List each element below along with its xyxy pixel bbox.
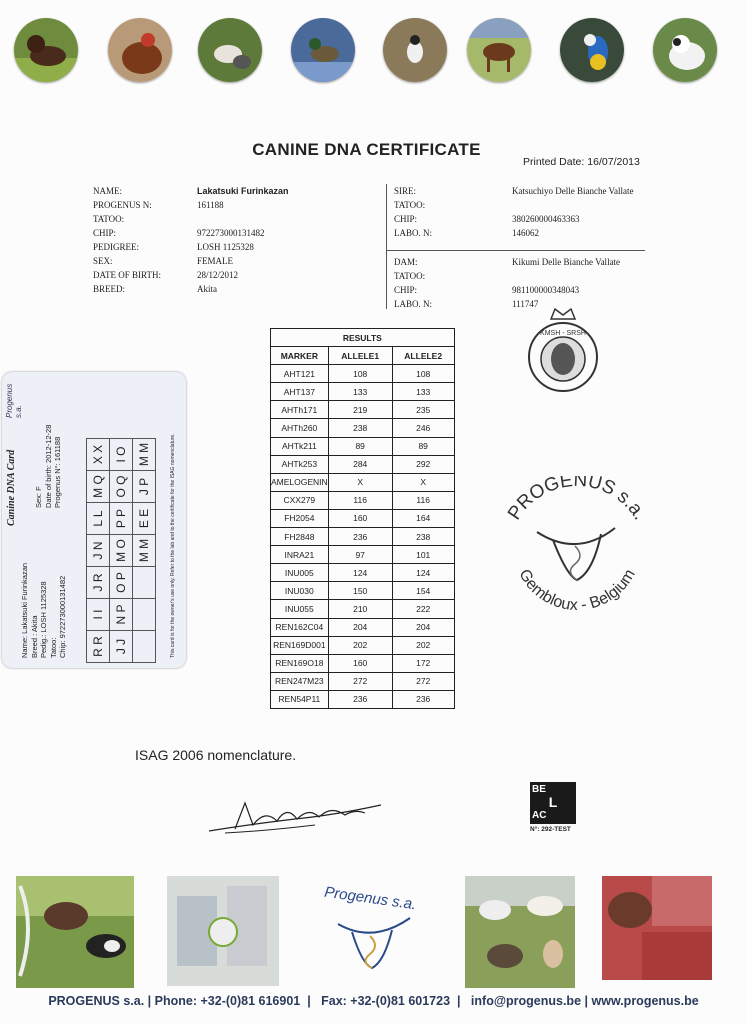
belac-letters: BE bbox=[532, 784, 546, 795]
info-value: 28/12/2012 bbox=[197, 270, 239, 280]
card-grid-cell: L L bbox=[87, 503, 110, 535]
info-value: 161188 bbox=[197, 200, 224, 210]
info-label: CHIP: bbox=[394, 285, 418, 295]
belac-logo bbox=[530, 782, 580, 838]
card-line: Breed : Akita bbox=[29, 615, 39, 658]
goats-photo-icon bbox=[198, 18, 262, 82]
allele2-cell: 202 bbox=[392, 636, 454, 654]
info-label: CHIP: bbox=[93, 228, 117, 238]
allele2-cell: 235 bbox=[392, 401, 454, 419]
card-grid-cell: J P bbox=[133, 471, 156, 503]
card-grid-cell: I O bbox=[110, 439, 133, 471]
results-row bbox=[271, 564, 455, 582]
info-row bbox=[394, 283, 620, 297]
allele2-cell: 236 bbox=[392, 690, 454, 708]
info-label: TATOO: bbox=[394, 200, 426, 210]
results-row bbox=[271, 401, 455, 419]
results-row bbox=[271, 419, 455, 437]
stamp-bottom-text: Gembloux - Belgium bbox=[515, 566, 639, 615]
results-row bbox=[271, 383, 455, 401]
card-line: Tatoo: bbox=[48, 637, 58, 658]
info-label: SIRE: bbox=[394, 186, 417, 196]
cows-photo-icon bbox=[16, 876, 134, 988]
allele2-cell: 89 bbox=[392, 437, 454, 455]
info-label: NAME: bbox=[93, 186, 122, 196]
allele2-cell: 108 bbox=[392, 365, 454, 383]
info-value: 146062 bbox=[512, 228, 539, 238]
col-allele2: ALLELE2 bbox=[392, 347, 454, 365]
marker-cell: INU030 bbox=[271, 582, 329, 600]
allele1-cell: 150 bbox=[328, 582, 392, 600]
marker-cell: FH2848 bbox=[271, 528, 329, 546]
info-row bbox=[394, 212, 634, 226]
allele1-cell: 219 bbox=[328, 401, 392, 419]
signature bbox=[205, 795, 385, 840]
results-row bbox=[271, 437, 455, 455]
card-grid-cell: O Q bbox=[110, 471, 133, 503]
allele2-cell: 246 bbox=[392, 419, 454, 437]
info-row bbox=[394, 269, 620, 283]
results-header-row bbox=[271, 347, 455, 365]
marker-cell: AHT137 bbox=[271, 383, 329, 401]
marker-cell: INRA21 bbox=[271, 546, 329, 564]
info-row bbox=[93, 254, 289, 268]
divider bbox=[386, 184, 387, 309]
svg-text:PROGENUS s.a. bbox=[504, 476, 650, 524]
card-title: Canine DNA Card bbox=[6, 449, 17, 526]
card-line: Name: Lakatsuki Furinkazan bbox=[20, 562, 29, 658]
allele2-cell: 124 bbox=[392, 564, 454, 582]
results-row bbox=[271, 690, 455, 708]
nomenclature-note: ISAG 2006 nomenclature. bbox=[135, 747, 297, 763]
info-row bbox=[394, 184, 634, 198]
allele1-cell: 210 bbox=[328, 600, 392, 618]
marker-cell: REN247M23 bbox=[271, 672, 329, 690]
results-table bbox=[270, 328, 455, 709]
dna-card-content bbox=[2, 372, 186, 668]
footer-email[interactable]: info@progenus.be bbox=[470, 994, 582, 1008]
allele2-cell: X bbox=[392, 473, 454, 491]
info-label: DATE OF BIRTH: bbox=[93, 270, 161, 280]
allele2-cell: 172 bbox=[392, 654, 454, 672]
marker-cell: INU005 bbox=[271, 564, 329, 582]
results-row bbox=[271, 654, 455, 672]
info-row bbox=[394, 198, 634, 212]
info-label: LABO. N: bbox=[394, 299, 432, 309]
results-row bbox=[271, 509, 455, 527]
results-title: RESULTS bbox=[271, 329, 455, 347]
allele1-cell: 236 bbox=[328, 690, 392, 708]
footer-company: PROGENUS s.a. bbox=[48, 994, 145, 1008]
card-grid-cell: M M bbox=[133, 439, 156, 471]
info-value: Kikumi Delle Bianche Vallate bbox=[512, 257, 621, 267]
card-grid-row bbox=[133, 439, 156, 663]
allele1-cell: 97 bbox=[328, 546, 392, 564]
kmsh-seal bbox=[525, 305, 601, 401]
results-row bbox=[271, 546, 455, 564]
sire-info bbox=[394, 184, 634, 240]
lab-photo-icon bbox=[167, 876, 279, 986]
allele1-cell: 202 bbox=[328, 636, 392, 654]
card-grid-cell: J J bbox=[110, 631, 133, 663]
results-title-row bbox=[271, 329, 455, 347]
results-row bbox=[271, 672, 455, 690]
footer-phone: Phone: +32-(0)81 616901 bbox=[154, 994, 301, 1008]
info-row bbox=[93, 226, 289, 240]
card-grid-cell bbox=[133, 567, 156, 599]
footer-fax: Fax: +32-(0)81 601723 bbox=[321, 994, 451, 1008]
belac-letters: AC bbox=[532, 810, 547, 821]
allele1-cell: 116 bbox=[328, 491, 392, 509]
printed-date bbox=[520, 156, 640, 168]
info-label: PROGENUS N: bbox=[93, 200, 152, 210]
info-value: 380260000463363 bbox=[512, 214, 580, 224]
rooster-photo-icon bbox=[108, 18, 172, 82]
dog-photo-icon bbox=[14, 18, 78, 82]
results-row bbox=[271, 600, 455, 618]
card-line: Date of birth: 2012-12-28 bbox=[43, 424, 53, 508]
cat-photo-icon bbox=[653, 18, 717, 82]
parrot-photo-icon bbox=[560, 18, 624, 82]
animal-name: Lakatsuki Furinkazan bbox=[197, 186, 289, 196]
allele2-cell: 272 bbox=[392, 672, 454, 690]
progenus-stamp bbox=[497, 476, 657, 616]
card-grid-cell: J N bbox=[87, 535, 110, 567]
allele1-cell: 124 bbox=[328, 564, 392, 582]
allele1-cell: 238 bbox=[328, 419, 392, 437]
marker-cell: AMELOGENIN bbox=[271, 473, 329, 491]
allele1-cell: 204 bbox=[328, 618, 392, 636]
card-grid-cell: E E bbox=[133, 503, 156, 535]
bird-photo-icon bbox=[383, 18, 447, 82]
footer-web[interactable]: www.progenus.be bbox=[591, 994, 699, 1008]
results-row bbox=[271, 636, 455, 654]
card-brand-logo: Progenus s.a. bbox=[5, 383, 23, 418]
card-grid-cell: N P bbox=[110, 599, 133, 631]
card-grid-cell: P P bbox=[110, 503, 133, 535]
allele2-cell: 164 bbox=[392, 509, 454, 527]
allele2-cell: 116 bbox=[392, 491, 454, 509]
progenus-logo-text: Progenus s.a. bbox=[323, 883, 418, 914]
info-value: LOSH 1125328 bbox=[197, 242, 254, 252]
card-grid-cell bbox=[133, 599, 156, 631]
duck-photo-icon bbox=[291, 18, 355, 82]
card-info bbox=[20, 563, 68, 658]
info-row bbox=[394, 255, 620, 269]
allele2-cell: 101 bbox=[392, 546, 454, 564]
allele1-cell: 160 bbox=[328, 509, 392, 527]
results-row bbox=[271, 618, 455, 636]
divider bbox=[387, 250, 645, 251]
info-row bbox=[93, 240, 289, 254]
allele2-cell: 222 bbox=[392, 600, 454, 618]
info-row bbox=[93, 282, 289, 296]
stamp-top-text: PROGENUS s.a. bbox=[504, 476, 651, 524]
marker-cell: INU055 bbox=[271, 600, 329, 618]
info-row bbox=[93, 212, 289, 226]
card-line: Chip: 972273000131482 bbox=[58, 575, 67, 658]
card-grid-cell: O P bbox=[110, 567, 133, 599]
info-value: 972273000131482 bbox=[197, 228, 265, 238]
card-grid-cell: X X bbox=[87, 439, 110, 471]
info-row bbox=[93, 184, 289, 198]
marker-cell: REN169D001 bbox=[271, 636, 329, 654]
footer-contact: PROGENUS s.a. | Phone: +32-(0)81 616901 | Fax: +32-(0)81 601723 | info@progenus.be | www.progenus.be bbox=[48, 994, 699, 1008]
allele1-cell: 236 bbox=[328, 528, 392, 546]
allele2-cell: 204 bbox=[392, 618, 454, 636]
card-grid-cell bbox=[133, 631, 156, 663]
allele1-cell: 160 bbox=[328, 654, 392, 672]
card-line: Sex: F bbox=[34, 486, 43, 508]
svg-text:Gembloux - Belgium bbox=[515, 566, 639, 614]
belac-number: N°: 292-TEST bbox=[530, 826, 571, 833]
info-row bbox=[394, 226, 634, 240]
belac-letters: L bbox=[548, 794, 558, 810]
info-value: FEMALE bbox=[197, 256, 233, 266]
marker-cell: AHTk253 bbox=[271, 455, 329, 473]
dam-info bbox=[394, 255, 620, 311]
info-value: 981100000348043 bbox=[512, 285, 580, 295]
card-grid-cell: M M bbox=[133, 535, 156, 567]
info-row bbox=[93, 198, 289, 212]
marker-cell: REN169O18 bbox=[271, 654, 329, 672]
allele2-cell: 154 bbox=[392, 582, 454, 600]
allele1-cell: X bbox=[328, 473, 392, 491]
card-line: Progenus N°: 161188 bbox=[53, 436, 62, 508]
info-label: LABO. N: bbox=[394, 228, 432, 238]
sheep-photo-icon bbox=[465, 876, 575, 988]
horse-photo-icon bbox=[467, 18, 531, 82]
animal-info bbox=[93, 184, 289, 296]
card-info-right bbox=[34, 425, 63, 508]
allele1-cell: 272 bbox=[328, 672, 392, 690]
progenus-logo bbox=[318, 884, 423, 974]
card-grid-cell: R R bbox=[87, 631, 110, 663]
printed-date-value: 16/07/2013 bbox=[587, 156, 640, 168]
printed-date-label: Printed Date: bbox=[523, 156, 585, 168]
col-allele1: ALLELE1 bbox=[328, 347, 392, 365]
allele2-cell: 292 bbox=[392, 455, 454, 473]
marker-cell: AHT121 bbox=[271, 365, 329, 383]
allele1-cell: 284 bbox=[328, 455, 392, 473]
info-label: PEDIGREE: bbox=[93, 242, 139, 252]
card-grid-row bbox=[87, 439, 110, 663]
info-value: Katsuchiyo Delle Bianche Vallate bbox=[512, 186, 634, 196]
results-row bbox=[271, 473, 455, 491]
card-grid bbox=[86, 438, 156, 663]
card-note: This card is for the owner's use only. Refer to the lab and to the certificate for the ISAG nomenclature. bbox=[170, 433, 176, 658]
marker-cell: FH2054 bbox=[271, 509, 329, 527]
info-label: CHIP: bbox=[394, 214, 418, 224]
results-row bbox=[271, 491, 455, 509]
marker-cell: AHTh171 bbox=[271, 401, 329, 419]
info-row bbox=[93, 268, 289, 282]
meat-photo-icon bbox=[602, 876, 712, 980]
card-grid-cell: M O bbox=[110, 535, 133, 567]
results-row bbox=[271, 365, 455, 383]
results-row bbox=[271, 455, 455, 473]
info-label: TATOO: bbox=[394, 271, 426, 281]
results-row bbox=[271, 528, 455, 546]
dna-card bbox=[2, 372, 186, 668]
info-label: SEX: bbox=[93, 256, 113, 266]
info-label: TATOO: bbox=[93, 214, 125, 224]
allele1-cell: 108 bbox=[328, 365, 392, 383]
allele1-cell: 133 bbox=[328, 383, 392, 401]
page-title: CANINE DNA CERTIFICATE bbox=[252, 140, 481, 159]
marker-cell: AHTk211 bbox=[271, 437, 329, 455]
results-row bbox=[271, 582, 455, 600]
allele2-cell: 133 bbox=[392, 383, 454, 401]
marker-cell: REN162C04 bbox=[271, 618, 329, 636]
kmsh-text: KMSH - SRSH bbox=[540, 330, 586, 337]
marker-cell: CXX279 bbox=[271, 491, 329, 509]
card-grid-cell: M Q bbox=[87, 471, 110, 503]
info-value: Akita bbox=[197, 284, 217, 294]
info-label: DAM: bbox=[394, 257, 418, 267]
marker-cell: AHTh260 bbox=[271, 419, 329, 437]
info-label: BREED: bbox=[93, 284, 126, 294]
card-line: Pedig.: LOSH 1125328 bbox=[39, 581, 48, 658]
allele2-cell: 238 bbox=[392, 528, 454, 546]
card-grid-cell: J R bbox=[87, 567, 110, 599]
col-marker: MARKER bbox=[271, 347, 329, 365]
info-value: 111747 bbox=[512, 299, 539, 309]
marker-cell: REN54P11 bbox=[271, 690, 329, 708]
allele1-cell: 89 bbox=[328, 437, 392, 455]
card-grid-cell: I I bbox=[87, 599, 110, 631]
card-grid-row bbox=[110, 439, 133, 663]
